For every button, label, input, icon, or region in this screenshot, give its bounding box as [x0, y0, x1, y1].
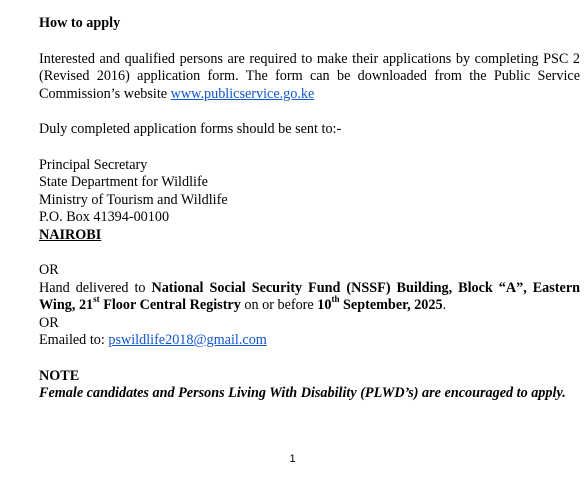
document-page: [39, 15, 580, 403]
postal-address: [39, 157, 580, 245]
deadline-ordinal: th: [331, 294, 340, 305]
address-line-2: State Department for Wildlife: [39, 174, 208, 190]
email-instructions: [39, 332, 580, 350]
address-line-3: Ministry of Tourism and Wildlife: [39, 191, 228, 208]
floor-ordinal: st: [93, 294, 100, 305]
address-line-4: P.O. Box 41394-00100: [39, 209, 170, 225]
public-service-website-link[interactable]: www.publicservice.go.ke: [170, 85, 315, 102]
delivery-location-floor: Floor Central Registry: [99, 297, 241, 313]
application-instructions: [39, 51, 580, 104]
delivery-location-text: National Social Security Fund (NSSF) Building, Block “A”, Eastern Wing, 21: [39, 279, 581, 313]
sentence-end: .: [442, 297, 447, 313]
application-deadline: [317, 294, 443, 313]
how-to-apply-heading: How to apply: [39, 15, 121, 31]
or-divider-1: OR: [39, 262, 59, 278]
instructions-text: Interested and qualified persons are required to make their applications by completing PSC 2 (Revised 2016) application form. The form can be downloaded from the Public Service Commission’s website: [39, 50, 580, 102]
page-number: 1: [289, 453, 296, 465]
note-heading: NOTE: [39, 367, 80, 384]
application-email-link[interactable]: pswildlife2018@gmail.com: [108, 332, 267, 348]
hand-delivery-prefix: Hand delivered to: [39, 279, 152, 296]
deadline-month-year: September, 2025: [339, 297, 443, 313]
or-divider-2: OR: [39, 314, 59, 331]
deadline-prefix: on or before: [240, 297, 318, 313]
deadline-day: 10: [317, 297, 332, 313]
hand-delivery-instructions: [39, 280, 580, 315]
email-prefix: Emailed to:: [39, 332, 109, 348]
note-body: Female candidates and Persons Living With Disability (PLWD’s) are encouraged to apply.: [39, 385, 566, 401]
address-city: NAIROBI: [39, 226, 102, 243]
address-line-1: Principal Secretary: [39, 156, 148, 173]
sent-to-text: Duly completed application forms should be sent to:-: [39, 121, 342, 137]
